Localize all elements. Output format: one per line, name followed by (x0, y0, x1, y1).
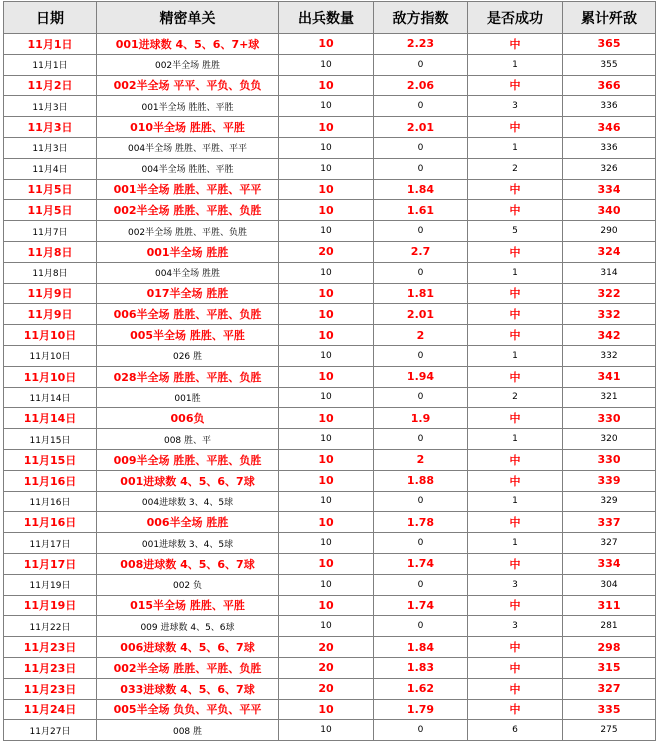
odds-cell: 2.01 (374, 117, 468, 138)
stake-cell: 10 (279, 96, 374, 117)
date-cell: 11月8日 (4, 241, 97, 262)
date-cell: 11月1日 (4, 34, 97, 55)
pick-cell: 009 进球数 4、5、6球 (97, 616, 279, 637)
odds-cell: 1.74 (374, 553, 468, 574)
odds-cell: 0 (374, 533, 468, 554)
date-cell: 11月19日 (4, 574, 97, 595)
pick-cell: 008 胜、平 (97, 429, 279, 450)
pick-cell: 028半全场 胜胜、平胜、负胜 (97, 366, 279, 387)
odds-cell: 0 (374, 345, 468, 366)
stake-cell: 20 (279, 657, 374, 678)
result-cell: 1 (468, 491, 563, 512)
date-cell: 11月19日 (4, 595, 97, 616)
table-row (4, 678, 656, 699)
pick-cell: 006负 (97, 408, 279, 429)
odds-cell: 1.74 (374, 595, 468, 616)
table-row (4, 720, 656, 741)
pick-cell: 010半全场 胜胜、平胜 (97, 117, 279, 138)
pick-cell: 008 胜 (97, 720, 279, 741)
cumulative-cell: 329 (563, 491, 656, 512)
pick-cell: 002半全场 平平、平负、负负 (97, 75, 279, 96)
result-cell: 1 (468, 262, 563, 283)
table-row (4, 699, 656, 720)
result-cell: 中 (468, 241, 563, 262)
result-cell: 中 (468, 34, 563, 55)
stake-cell: 10 (279, 387, 374, 408)
odds-cell: 0 (374, 96, 468, 117)
date-cell: 11月7日 (4, 221, 97, 242)
result-cell: 中 (468, 595, 563, 616)
cumulative-cell: 332 (563, 304, 656, 325)
table-body (4, 34, 656, 741)
table-row (4, 574, 656, 595)
table-row (4, 325, 656, 346)
stake-cell: 10 (279, 283, 374, 304)
table-row (4, 283, 656, 304)
cumulative-cell: 334 (563, 553, 656, 574)
cumulative-cell: 315 (563, 657, 656, 678)
date-cell: 11月4日 (4, 158, 97, 179)
date-cell: 11月8日 (4, 262, 97, 283)
stake-cell: 10 (279, 304, 374, 325)
betting-record-table (3, 1, 656, 741)
result-cell: 中 (468, 304, 563, 325)
pick-cell: 004半全场 胜胜、平胜 (97, 158, 279, 179)
cumulative-cell: 314 (563, 262, 656, 283)
stake-cell: 10 (279, 429, 374, 450)
pick-cell: 002 负 (97, 574, 279, 595)
column-header-result: 是否成功 (468, 2, 563, 34)
cumulative-cell: 281 (563, 616, 656, 637)
stake-cell: 10 (279, 512, 374, 533)
stake-cell: 10 (279, 137, 374, 158)
cumulative-cell: 336 (563, 96, 656, 117)
cumulative-cell: 366 (563, 75, 656, 96)
date-cell: 11月15日 (4, 449, 97, 470)
stake-cell: 20 (279, 678, 374, 699)
column-header-stake: 出兵数量 (279, 2, 374, 34)
result-cell: 中 (468, 553, 563, 574)
odds-cell: 1.78 (374, 512, 468, 533)
date-cell: 11月5日 (4, 200, 97, 221)
date-cell: 11月5日 (4, 179, 97, 200)
cumulative-cell: 335 (563, 699, 656, 720)
date-cell: 11月3日 (4, 96, 97, 117)
table-row (4, 75, 656, 96)
odds-cell: 2.23 (374, 34, 468, 55)
date-cell: 11月14日 (4, 408, 97, 429)
date-cell: 11月23日 (4, 678, 97, 699)
cumulative-cell: 342 (563, 325, 656, 346)
result-cell: 中 (468, 325, 563, 346)
table-row (4, 200, 656, 221)
result-cell: 2 (468, 158, 563, 179)
pick-cell: 002半全场 胜胜、平胜、负胜 (97, 221, 279, 242)
result-cell: 中 (468, 179, 563, 200)
stake-cell: 10 (279, 345, 374, 366)
column-header-pick: 精密单关 (97, 2, 279, 34)
table-row (4, 616, 656, 637)
date-cell: 11月3日 (4, 117, 97, 138)
table-row (4, 491, 656, 512)
table-row (4, 304, 656, 325)
odds-cell: 0 (374, 720, 468, 741)
table-row (4, 54, 656, 75)
cumulative-cell: 304 (563, 574, 656, 595)
table-header (4, 2, 656, 34)
stake-cell: 10 (279, 34, 374, 55)
cumulative-cell: 298 (563, 637, 656, 658)
pick-cell: 004半全场 胜胜 (97, 262, 279, 283)
result-cell: 2 (468, 387, 563, 408)
cumulative-cell: 365 (563, 34, 656, 55)
result-cell: 中 (468, 117, 563, 138)
odds-cell: 1.61 (374, 200, 468, 221)
date-cell: 11月10日 (4, 366, 97, 387)
pick-cell: 005半全场 胜胜、平胜 (97, 325, 279, 346)
cumulative-cell: 290 (563, 221, 656, 242)
pick-cell: 006半全场 胜胜、平胜、负胜 (97, 304, 279, 325)
date-cell: 11月16日 (4, 470, 97, 491)
date-cell: 11月9日 (4, 283, 97, 304)
cumulative-cell: 334 (563, 179, 656, 200)
cumulative-cell: 330 (563, 449, 656, 470)
pick-cell: 006进球数 4、5、6、7球 (97, 637, 279, 658)
odds-cell: 1.84 (374, 179, 468, 200)
stake-cell: 10 (279, 117, 374, 138)
table-row (4, 470, 656, 491)
cumulative-cell: 339 (563, 470, 656, 491)
odds-cell: 2.06 (374, 75, 468, 96)
result-cell: 5 (468, 221, 563, 242)
result-cell: 3 (468, 96, 563, 117)
pick-cell: 026 胜 (97, 345, 279, 366)
odds-cell: 1.84 (374, 637, 468, 658)
pick-cell: 006半全场 胜胜 (97, 512, 279, 533)
date-cell: 11月23日 (4, 657, 97, 678)
pick-cell: 001半全场 胜胜、平胜 (97, 96, 279, 117)
pick-cell: 033进球数 4、5、6、7球 (97, 678, 279, 699)
result-cell: 1 (468, 54, 563, 75)
date-cell: 11月27日 (4, 720, 97, 741)
result-cell: 中 (468, 200, 563, 221)
stake-cell: 10 (279, 491, 374, 512)
pick-cell: 004半全场 胜胜、平胜、平平 (97, 137, 279, 158)
result-cell: 中 (468, 283, 563, 304)
date-cell: 11月1日 (4, 54, 97, 75)
date-cell: 11月15日 (4, 429, 97, 450)
table-row (4, 595, 656, 616)
result-cell: 中 (468, 449, 563, 470)
pick-cell: 001进球数 4、5、6、7球 (97, 470, 279, 491)
result-cell: 中 (468, 408, 563, 429)
cumulative-cell: 341 (563, 366, 656, 387)
stake-cell: 10 (279, 408, 374, 429)
odds-cell: 0 (374, 491, 468, 512)
result-cell: 中 (468, 657, 563, 678)
date-cell: 11月10日 (4, 325, 97, 346)
date-cell: 11月14日 (4, 387, 97, 408)
pick-cell: 017半全场 胜胜 (97, 283, 279, 304)
table-row (4, 637, 656, 658)
date-cell: 11月16日 (4, 512, 97, 533)
odds-cell: 1.94 (374, 366, 468, 387)
table-row (4, 345, 656, 366)
stake-cell: 10 (279, 533, 374, 554)
stake-cell: 10 (279, 595, 374, 616)
odds-cell: 2 (374, 325, 468, 346)
cumulative-cell: 340 (563, 200, 656, 221)
stake-cell: 10 (279, 54, 374, 75)
pick-cell: 004进球数 3、4、5球 (97, 491, 279, 512)
date-cell: 11月9日 (4, 304, 97, 325)
cumulative-cell: 311 (563, 595, 656, 616)
table-row (4, 657, 656, 678)
table-row (4, 117, 656, 138)
odds-cell: 1.83 (374, 657, 468, 678)
pick-cell: 001半全场 胜胜、平胜、平平 (97, 179, 279, 200)
stake-cell: 10 (279, 574, 374, 595)
column-header-cumulative: 累计歼敌 (563, 2, 656, 34)
cumulative-cell: 346 (563, 117, 656, 138)
result-cell: 中 (468, 366, 563, 387)
cumulative-cell: 330 (563, 408, 656, 429)
odds-cell: 2.7 (374, 241, 468, 262)
pick-cell: 002半全场 胜胜、平胜、负胜 (97, 657, 279, 678)
result-cell: 1 (468, 345, 563, 366)
odds-cell: 0 (374, 221, 468, 242)
table-row (4, 533, 656, 554)
pick-cell: 001进球数 4、5、6、7+球 (97, 34, 279, 55)
date-cell: 11月17日 (4, 553, 97, 574)
column-header-odds: 敌方指数 (374, 2, 468, 34)
date-cell: 11月2日 (4, 75, 97, 96)
cumulative-cell: 275 (563, 720, 656, 741)
date-cell: 11月17日 (4, 533, 97, 554)
odds-cell: 1.9 (374, 408, 468, 429)
stake-cell: 10 (279, 449, 374, 470)
odds-cell: 1.62 (374, 678, 468, 699)
date-cell: 11月22日 (4, 616, 97, 637)
date-cell: 11月3日 (4, 137, 97, 158)
odds-cell: 1.79 (374, 699, 468, 720)
pick-cell: 015半全场 胜胜、平胜 (97, 595, 279, 616)
table-row (4, 179, 656, 200)
table-row (4, 429, 656, 450)
column-header-date: 日期 (4, 2, 97, 34)
pick-cell: 002半全场 胜胜、平胜、负胜 (97, 200, 279, 221)
table-row (4, 241, 656, 262)
stake-cell: 10 (279, 200, 374, 221)
stake-cell: 10 (279, 720, 374, 741)
table-row (4, 512, 656, 533)
stake-cell: 20 (279, 637, 374, 658)
stake-cell: 10 (279, 158, 374, 179)
date-cell: 11月10日 (4, 345, 97, 366)
odds-cell: 0 (374, 616, 468, 637)
stake-cell: 10 (279, 262, 374, 283)
odds-cell: 2 (374, 449, 468, 470)
cumulative-cell: 321 (563, 387, 656, 408)
date-cell: 11月24日 (4, 699, 97, 720)
cumulative-cell: 327 (563, 678, 656, 699)
header-row (4, 2, 656, 34)
cumulative-cell: 326 (563, 158, 656, 179)
pick-cell: 005半全场 负负、平负、平平 (97, 699, 279, 720)
stake-cell: 10 (279, 699, 374, 720)
table-row (4, 553, 656, 574)
table-row (4, 34, 656, 55)
cumulative-cell: 324 (563, 241, 656, 262)
stake-cell: 10 (279, 221, 374, 242)
result-cell: 中 (468, 512, 563, 533)
table-row (4, 221, 656, 242)
date-cell: 11月23日 (4, 637, 97, 658)
stake-cell: 10 (279, 179, 374, 200)
cumulative-cell: 332 (563, 345, 656, 366)
table-row (4, 449, 656, 470)
pick-cell: 009半全场 胜胜、平胜、负胜 (97, 449, 279, 470)
cumulative-cell: 327 (563, 533, 656, 554)
stake-cell: 10 (279, 75, 374, 96)
cumulative-cell: 336 (563, 137, 656, 158)
stake-cell: 20 (279, 241, 374, 262)
table-row (4, 158, 656, 179)
result-cell: 1 (468, 429, 563, 450)
pick-cell: 008进球数 4、5、6、7球 (97, 553, 279, 574)
table-row (4, 96, 656, 117)
odds-cell: 0 (374, 262, 468, 283)
stake-cell: 10 (279, 553, 374, 574)
odds-cell: 0 (374, 137, 468, 158)
stake-cell: 10 (279, 325, 374, 346)
stake-cell: 10 (279, 470, 374, 491)
odds-cell: 0 (374, 429, 468, 450)
odds-cell: 1.88 (374, 470, 468, 491)
cumulative-cell: 320 (563, 429, 656, 450)
odds-cell: 0 (374, 574, 468, 595)
result-cell: 1 (468, 137, 563, 158)
cumulative-cell: 337 (563, 512, 656, 533)
pick-cell: 001进球数 3、4、5球 (97, 533, 279, 554)
cumulative-cell: 322 (563, 283, 656, 304)
result-cell: 中 (468, 637, 563, 658)
stake-cell: 10 (279, 616, 374, 637)
date-cell: 11月16日 (4, 491, 97, 512)
result-cell: 中 (468, 470, 563, 491)
odds-cell: 0 (374, 387, 468, 408)
table-row (4, 408, 656, 429)
result-cell: 3 (468, 616, 563, 637)
odds-cell: 0 (374, 54, 468, 75)
result-cell: 中 (468, 678, 563, 699)
result-cell: 中 (468, 699, 563, 720)
result-cell: 3 (468, 574, 563, 595)
result-cell: 6 (468, 720, 563, 741)
odds-cell: 0 (374, 158, 468, 179)
odds-cell: 2.01 (374, 304, 468, 325)
pick-cell: 001半全场 胜胜 (97, 241, 279, 262)
table-row (4, 262, 656, 283)
result-cell: 中 (468, 75, 563, 96)
odds-cell: 1.81 (374, 283, 468, 304)
table-row (4, 366, 656, 387)
stake-cell: 10 (279, 366, 374, 387)
result-cell: 1 (468, 533, 563, 554)
cumulative-cell: 355 (563, 54, 656, 75)
table-row (4, 387, 656, 408)
pick-cell: 001胜 (97, 387, 279, 408)
table-row (4, 137, 656, 158)
pick-cell: 002半全场 胜胜 (97, 54, 279, 75)
